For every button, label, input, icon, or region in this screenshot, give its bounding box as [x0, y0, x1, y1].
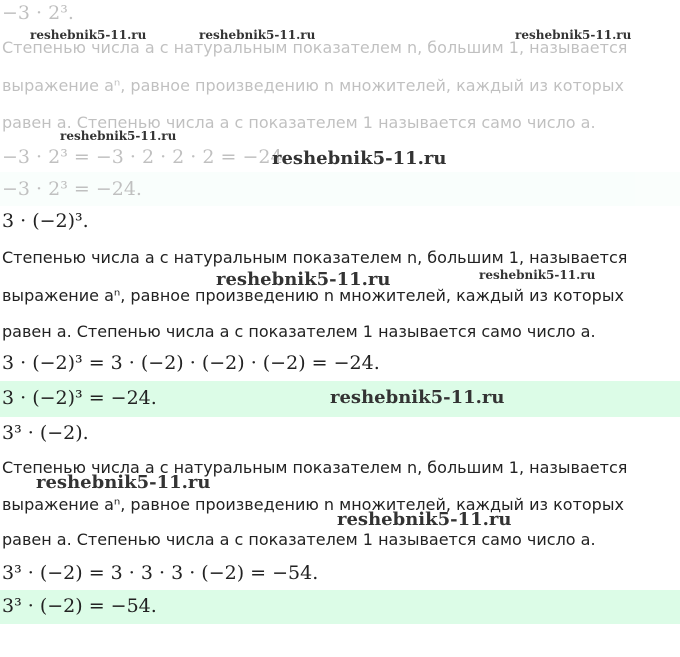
calculation-3: 3³ · (−2) = 3 · 3 · 3 · (−2) = −54.	[2, 562, 319, 584]
answer-1: −3 · 2³ = −24.	[2, 178, 142, 200]
definition-3-line-2: выражение aⁿ, равное произведению n множителей, каждый из которых	[2, 495, 624, 514]
question-1: −3 · 2³.	[2, 2, 74, 24]
question-3: 3³ · (−2).	[2, 422, 89, 444]
definition-2-line-2: выражение aⁿ, равное произведению n множителей, каждый из которых	[2, 286, 624, 305]
answer-3: 3³ · (−2) = −54.	[2, 595, 157, 617]
definition-2-line-1: Степенью числа a с натуральным показателем n, большим 1, называется	[2, 248, 628, 267]
watermark: reshebnik5-11.ru	[337, 509, 512, 530]
answer-2: 3 · (−2)³ = −24.	[2, 387, 157, 409]
definition-1-line-2: выражение aⁿ, равное произведению n множителей, каждый из которых	[2, 76, 624, 95]
definition-2-line-3: равен a. Степенью числа a с показателем 1 называется само число a.	[2, 322, 596, 341]
definition-1-line-1: Степенью числа a с натуральным показателем n, большим 1, называется	[2, 38, 628, 57]
calculation-2: 3 · (−2)³ = 3 · (−2) · (−2) · (−2) = −24.	[2, 352, 380, 374]
watermark: reshebnik5-11.ru	[30, 28, 147, 42]
watermark: reshebnik5-11.ru	[36, 472, 211, 493]
watermark: reshebnik5-11.ru	[216, 269, 391, 290]
definition-1-line-3: равен a. Степенью числа a с показателем 1 называется само число a.	[2, 113, 596, 132]
question-2: 3 · (−2)³.	[2, 210, 89, 232]
watermark: reshebnik5-11.ru	[60, 129, 177, 143]
watermark: reshebnik5-11.ru	[199, 28, 316, 42]
watermark: reshebnik5-11.ru	[479, 268, 596, 282]
watermark: reshebnik5-11.ru	[515, 28, 632, 42]
definition-3-line-3: равен a. Степенью числа a с показателем 1 называется само число a.	[2, 530, 596, 549]
watermark: reshebnik5-11.ru	[272, 148, 447, 169]
calculation-1: −3 · 2³ = −3 · 2 · 2 · 2 = −24.	[2, 146, 289, 168]
definition-3-line-1: Степенью числа a с натуральным показателем n, большим 1, называется	[2, 458, 628, 477]
watermark: reshebnik5-11.ru	[330, 387, 505, 408]
